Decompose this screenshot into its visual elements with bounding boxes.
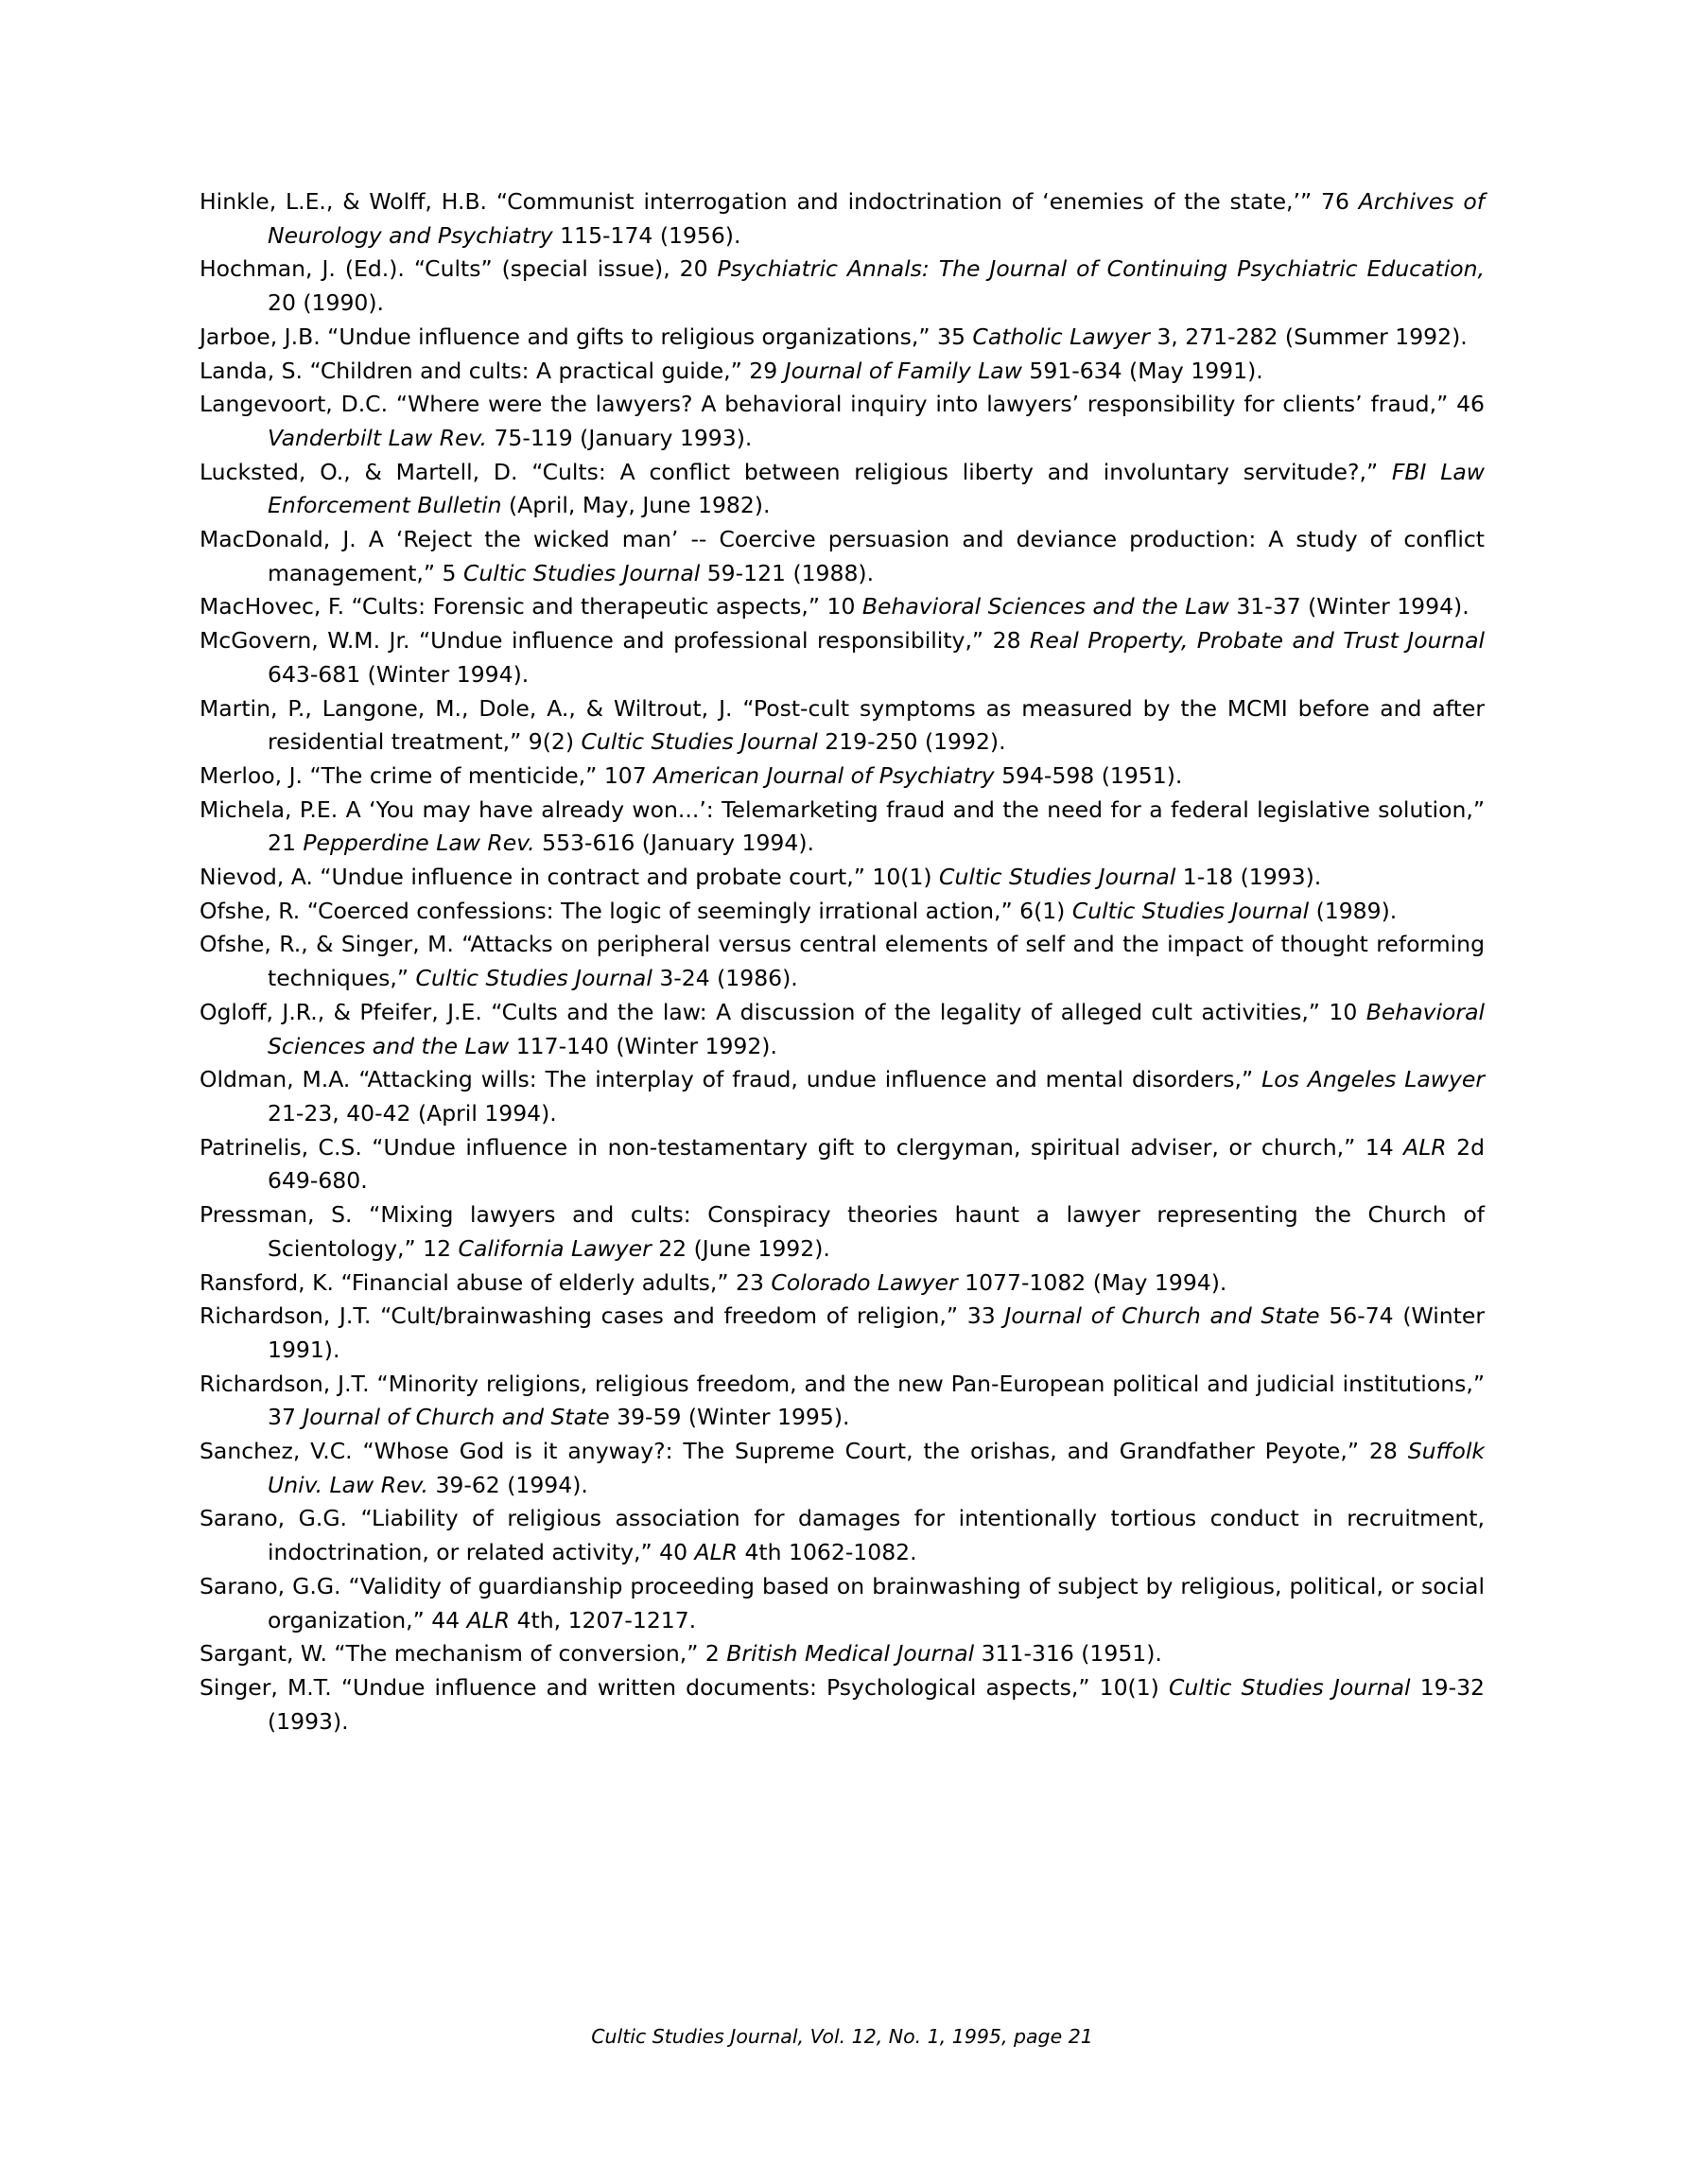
- reference-text: 19-32 (1993).: [268, 1673, 1486, 1735]
- reference-text: 39-59 (Winter 1995).: [609, 1404, 850, 1431]
- journal-title: Journal of Family Law: [784, 357, 1022, 384]
- reference-entry: [200, 523, 1485, 590]
- journal-title: Real Property, Probate and Trust Journal: [1030, 627, 1485, 655]
- reference-text: Langevoort, D.C. “Where were the lawyers? A behavioral inquiry into lawyers’ responsibility for clients’ fraud,” 46: [200, 391, 1485, 418]
- journal-title: Colorado Lawyer: [771, 1268, 958, 1296]
- reference-text: Hinkle, L.E., & Wolff, H.B. “Communist interrogation and indoctrination of ‘enemies of the state,’” 76: [200, 188, 1359, 215]
- reference-text: Ofshe, R., & Singer, M. “Attacks on peripheral versus central elements of self and the impact of thought reforming techniques,”: [200, 931, 1485, 992]
- reference-text: MacHovec, F. “Cults: Forensic and therapeutic aspects,” 10: [200, 593, 862, 620]
- reference-text: 22 (June 1992).: [651, 1234, 830, 1262]
- reference-entry: [200, 355, 1485, 389]
- reference-entry: [200, 895, 1485, 929]
- reference-text: 643-681 (Winter 1994).: [268, 660, 530, 688]
- reference-text: Patrinelis, C.S. “Undue influence in non-testamentary gift to clergyman, spiritual adviser, or church,” 14: [200, 1133, 1404, 1161]
- reference-text: Lucksted, O., & Martell, D. “Cults: A conflict between religious liberty and involuntary servitude?,”: [200, 458, 1392, 485]
- reference-entry: [200, 1637, 1485, 1671]
- reference-text: (April, May, June 1982).: [501, 492, 771, 519]
- reference-text: Singer, M.T. “Undue influence and written documents: Psychological aspects,” 10(1): [200, 1673, 1169, 1701]
- reference-entry: [200, 1198, 1485, 1266]
- reference-text: Ofshe, R. “Coerced confessions: The logic of seemingly irrational action,” 6(1): [200, 897, 1072, 924]
- journal-title: Behavioral Sciences and the Law: [861, 593, 1229, 620]
- journal-title: ALR: [466, 1606, 511, 1634]
- reference-entry: [200, 388, 1485, 455]
- reference-text: Sargant, W. “The mechanism of conversion,” 2: [200, 1640, 727, 1668]
- journal-title: Cultic Studies Journal: [415, 965, 652, 992]
- journal-title: California Lawyer: [458, 1234, 652, 1262]
- reference-entry: [200, 1435, 1485, 1502]
- reference-text: 31-37 (Winter 1994).: [1228, 593, 1470, 620]
- reference-entry: [200, 928, 1485, 995]
- reference-text: 39-62 (1994).: [428, 1471, 588, 1498]
- reference-entry: [200, 590, 1485, 624]
- journal-title: Archives of Neurology and Psychiatry: [268, 188, 1485, 249]
- journal-title: Vanderbilt Law Rev.: [268, 424, 487, 451]
- reference-text: 219-250 (1992).: [817, 728, 1006, 756]
- reference-text: 3, 271-282 (Summer 1992).: [1149, 323, 1468, 350]
- reference-entry: [200, 456, 1485, 523]
- reference-text: McGovern, W.M. Jr. “Undue influence and professional responsibility,” 28: [200, 627, 1031, 655]
- reference-text: Nievod, A. “Undue influence in contract and probate court,” 10(1): [200, 864, 940, 891]
- reference-text: 20 (1990).: [268, 289, 384, 317]
- reference-entry: [200, 185, 1485, 253]
- reference-text: Oldman, M.A. “Attacking wills: The interplay of fraud, undue influence and mental disorders,”: [200, 1066, 1262, 1093]
- reference-text: 75-119 (January 1993).: [487, 424, 753, 451]
- reference-entry: [200, 1063, 1485, 1130]
- reference-entry: [200, 760, 1485, 794]
- reference-text: 21-23, 40-42 (April 1994).: [268, 1099, 557, 1127]
- reference-text: 594-598 (1951).: [994, 761, 1183, 789]
- journal-title: Suffolk Univ. Law Rev.: [268, 1438, 1485, 1498]
- reference-text: 117-140 (Winter 1992).: [509, 1032, 777, 1059]
- reference-text: 311-316 (1951).: [974, 1640, 1162, 1668]
- reference-text: 59-121 (1988).: [700, 559, 875, 586]
- reference-entry: [200, 1570, 1485, 1637]
- reference-entry: [200, 861, 1485, 895]
- reference-text: Richardson, J.T. “Minority religions, religious freedom, and the new Pan-European political and judicial institutions,” 37: [200, 1370, 1485, 1431]
- journal-title: Pepperdine Law Rev.: [303, 830, 535, 857]
- reference-text: 115-174 (1956).: [552, 221, 741, 249]
- reference-text: MacDonald, J. A ‘Reject the wicked man’ -- Coercive persuasion and deviance production: A study of conflict management,” 5: [200, 526, 1485, 586]
- reference-entry: [200, 1671, 1485, 1738]
- journal-title: Behavioral Sciences and the Law: [268, 998, 1485, 1059]
- reference-text: 2d 649-680.: [268, 1133, 1486, 1195]
- journal-title: ALR: [694, 1539, 739, 1566]
- page-footer: [200, 2022, 1485, 2051]
- reference-entry: [200, 1267, 1485, 1301]
- reference-text: Sarano, G.G. “Validity of guardianship proceeding based on brainwashing of subject by religious, political, or social organization,” 44: [200, 1572, 1485, 1634]
- reference-entry: [200, 321, 1485, 355]
- reference-text: 3-24 (1986).: [652, 965, 798, 992]
- reference-text: Landa, S. “Children and cults: A practical guide,” 29: [200, 357, 785, 384]
- reference-text: 553-616 (January 1994).: [534, 830, 814, 857]
- journal-title: Cultic Studies Journal: [462, 559, 701, 586]
- reference-entry: [200, 692, 1485, 760]
- reference-text: Richardson, J.T. “Cult/brainwashing cases and freedom of religion,” 33: [200, 1302, 1005, 1330]
- reference-text: Ogloff, J.R., & Pfeifer, J.E. “Cults and the law: A discussion of the legality of alleged cult activities,” 10: [200, 998, 1366, 1025]
- reference-text: 4th 1062-1082.: [738, 1539, 917, 1566]
- reference-text: Merloo, J. “The crime of menticide,” 107: [200, 761, 654, 789]
- journal-title: Cultic Studies Journal: [1168, 1673, 1411, 1701]
- reference-text: 56-74 (Winter 1991).: [268, 1302, 1485, 1363]
- reference-text: Ransford, K. “Financial abuse of elderly adults,” 23: [200, 1268, 772, 1296]
- reference-text: Sarano, G.G. “Liability of religious association for damages for intentionally tortious conduct in recruitment, indoctrination, or related activity,” 40: [200, 1505, 1485, 1566]
- journal-title: Catholic Lawyer: [972, 323, 1150, 350]
- reference-text: 591-634 (May 1991).: [1021, 357, 1263, 384]
- journal-title: Los Angeles Lawyer: [1261, 1066, 1485, 1093]
- journal-title: British Medical Journal: [726, 1640, 975, 1668]
- reference-text: 4th, 1207-1217.: [510, 1606, 697, 1634]
- journal-title: American Journal of Psychiatry: [653, 761, 995, 789]
- references-list: [200, 185, 1485, 1738]
- reference-entry: [200, 1131, 1485, 1198]
- journal-title: FBI Law Enforcement Bulletin: [268, 458, 1485, 519]
- journal-title: Psychiatric Annals: The Journal of Continuing Psychiatric Education,: [717, 255, 1485, 283]
- journal-title: ALR: [1403, 1133, 1447, 1161]
- reference-entry: [200, 996, 1485, 1063]
- reference-text: 1077-1082 (May 1994).: [957, 1268, 1227, 1296]
- reference-entry: [200, 1300, 1485, 1367]
- reference-entry: [200, 1368, 1485, 1435]
- reference-text: Pressman, S. “Mixing lawyers and cults: Conspiracy theories haunt a lawyer representing the Church of Scientology,” 12: [200, 1201, 1485, 1262]
- reference-text: Michela, P.E. A ‘You may have already won...’: Telemarketing fraud and the need for a federal legislative solution,” 21: [200, 795, 1485, 857]
- journal-title: Cultic Studies Journal: [939, 864, 1176, 891]
- reference-text: (1989).: [1309, 897, 1398, 924]
- reference-text: 1-18 (1993).: [1175, 864, 1322, 891]
- reference-text: Sanchez, V.C. “Whose God is it anyway?: The Supreme Court, the orishas, and Grandfather Peyote,” 28: [200, 1438, 1408, 1465]
- reference-entry: [200, 794, 1485, 861]
- reference-text: Martin, P., Langone, M., Dole, A., & Wiltrout, J. “Post-cult symptoms as measured by the MCMI before and after residential treatment,” 9(2): [200, 694, 1485, 756]
- reference-entry: [200, 253, 1485, 320]
- journal-title: Cultic Studies Journal: [1071, 897, 1310, 924]
- footer-journal-citation: Cultic Studies Journal, Vol. 12, No. 1, 1995, page 21: [591, 2025, 1093, 2048]
- reference-entry: [200, 1502, 1485, 1569]
- journal-title: Journal of Church and State: [303, 1404, 610, 1431]
- journal-title: Journal of Church and State: [1004, 1302, 1320, 1330]
- reference-text: Hochman, J. (Ed.). “Cults” (special issue), 20: [200, 255, 718, 283]
- reference-text: Jarboe, J.B. “Undue influence and gifts to religious organizations,” 35: [200, 323, 973, 350]
- reference-entry: [200, 624, 1485, 691]
- journal-title: Cultic Studies Journal: [581, 728, 818, 756]
